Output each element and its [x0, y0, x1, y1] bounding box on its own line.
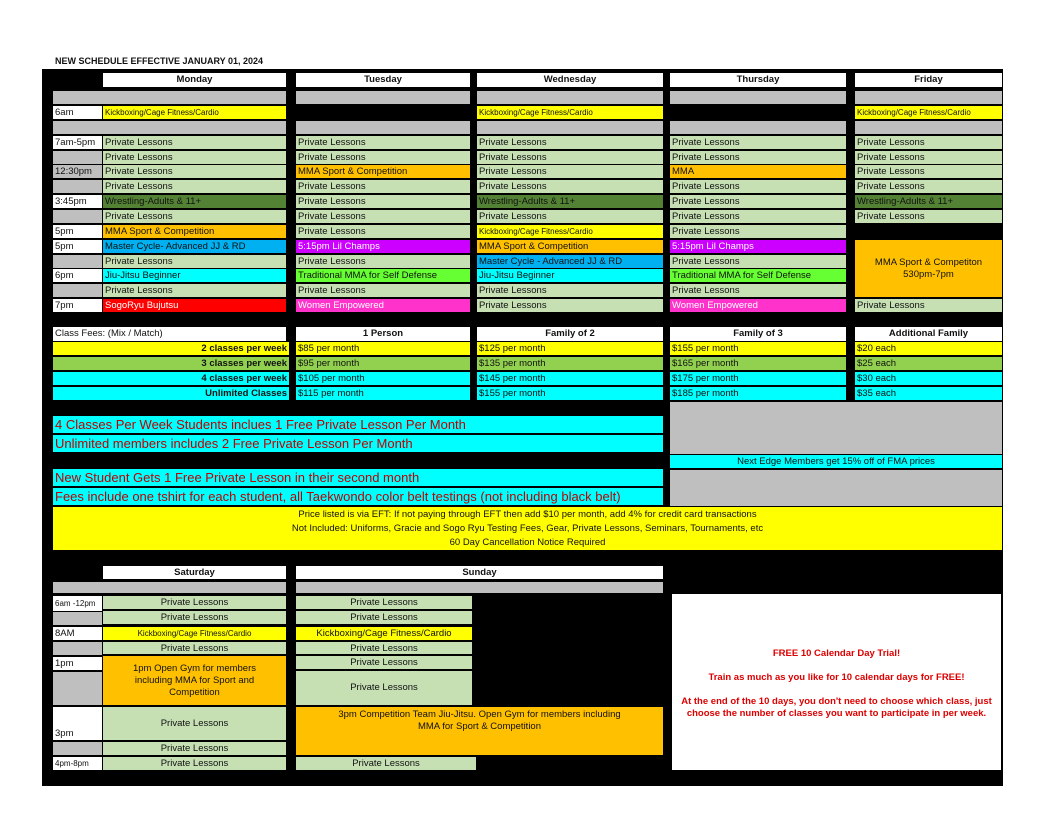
- class-cell: Private Lessons: [296, 195, 470, 208]
- class-cell: Private Lessons: [670, 136, 846, 149]
- gray-block: [670, 402, 1002, 454]
- class-cell: Private Lessons: [477, 151, 663, 164]
- fee-cell: $30 each: [855, 372, 1002, 385]
- class-cell: Private Lessons: [103, 165, 286, 178]
- promo-line: At the end of the 10 days, you don't need to choose which class, just choose the number of classes you want to participate in per week.: [681, 696, 992, 719]
- class-cell: Traditional MMA for Self Defense: [296, 269, 470, 282]
- class-cell: Private Lessons: [855, 165, 1002, 178]
- spacer-row: [53, 582, 286, 593]
- time-label: 4pm-8pm: [53, 757, 102, 770]
- fee-row-label: 4 classes per week: [53, 372, 289, 385]
- gray-block: [670, 470, 1002, 506]
- time-label: 12:30pm: [53, 165, 102, 178]
- class-cell: Private Lessons: [103, 151, 286, 164]
- time-label: [53, 255, 102, 268]
- header-wednesday: Wednesday: [477, 73, 663, 89]
- class-cell: Private Lessons: [296, 151, 470, 164]
- class-cell: Private Lessons: [103, 255, 286, 268]
- class-cell: Private Lessons: [103, 596, 286, 609]
- time-label: [53, 612, 102, 625]
- time-label: 5pm: [53, 225, 102, 238]
- class-cell: Master Cycle - Advanced JJ & RD: [477, 255, 663, 268]
- fee-row-label: 2 classes per week: [53, 342, 289, 355]
- class-cell: Private Lessons: [477, 299, 663, 312]
- time-label: 3pm: [53, 707, 102, 740]
- fee-cell: $165 per month: [670, 357, 846, 370]
- fee-cell: $185 per month: [670, 387, 846, 400]
- sun-open-gym: 3pm Competition Team Jiu-Jitsu. Open Gym for members including MMA for Sport & Competition: [296, 707, 663, 755]
- class-cell: Private Lessons: [670, 151, 846, 164]
- fee-cell: $135 per month: [477, 357, 663, 370]
- class-cell: Private Lessons: [103, 757, 286, 770]
- time-label: [53, 642, 102, 655]
- class-cell: Private Lessons: [477, 284, 663, 297]
- class-cell: Kickboxing/Cage Fitness/Cardio: [855, 106, 1002, 119]
- class-cell: Private Lessons: [296, 180, 470, 193]
- fee-cell: $155 per month: [477, 387, 663, 400]
- fees-header: Additional Family: [855, 327, 1002, 341]
- promo-line: Train as much as you like for 10 calendar days for FREE!: [708, 672, 965, 683]
- header-friday: Friday: [855, 73, 1002, 89]
- time-label: [53, 672, 102, 705]
- class-cell: Private Lessons: [103, 742, 286, 755]
- header-thursday: Thursday: [670, 73, 846, 89]
- spacer-row: [296, 582, 663, 593]
- fee-row-label: Unlimited Classes: [53, 387, 289, 400]
- cancel-note: 60 Day Cancellation Notice Required: [449, 537, 606, 548]
- class-cell: Jiu-Jitsu Beginner: [103, 269, 286, 282]
- note-line: Unlimited members includes 2 Free Private Lesson Per Month: [53, 435, 663, 452]
- class-cell: Private Lessons: [296, 656, 472, 669]
- class-cell: Private Lessons: [670, 284, 846, 297]
- fee-cell: $95 per month: [296, 357, 470, 370]
- fee-cell: $175 per month: [670, 372, 846, 385]
- fees-header: Family of 3: [670, 327, 846, 341]
- spacer-row: [53, 121, 286, 134]
- class-cell: Private Lessons: [855, 210, 1002, 223]
- not-included-note: Not Included: Uniforms, Gracie and Sogo Ryu Testing Fees, Gear, Private Lessons, Seminars, Tournaments, etc: [291, 523, 764, 534]
- time-label: 8AM: [53, 627, 102, 640]
- class-cell: Traditional MMA for Self Defense: [670, 269, 846, 282]
- class-cell: Kickboxing/Cage Fitness/Cardio: [103, 106, 286, 119]
- class-cell: Kickboxing/Cage Fitness/Cardio: [296, 627, 472, 640]
- class-cell: Private Lessons: [103, 707, 286, 740]
- class-cell: Kickboxing/Cage Fitness/Cardio: [103, 627, 286, 640]
- class-cell: Private Lessons: [296, 210, 470, 223]
- class-cell: MMA Sport & Competition: [296, 165, 470, 178]
- spacer-row: [855, 121, 1002, 134]
- class-cell: Kickboxing/Cage Fitness/Cardio: [477, 106, 663, 119]
- class-cell: Private Lessons: [296, 671, 472, 705]
- time-label: [53, 742, 102, 755]
- eft-note: Price listed is via EFT: If not paying through EFT then add $10 per month, add 4% for credit card transactions: [298, 509, 757, 520]
- spacer-row: [855, 91, 1002, 104]
- sat-open-gym: 1pm Open Gym for members including MMA for Sport and Competition: [103, 656, 286, 705]
- class-cell: Private Lessons: [103, 136, 286, 149]
- fee-cell: $115 per month: [296, 387, 470, 400]
- class-cell: Private Lessons: [296, 284, 470, 297]
- time-label: 6pm: [53, 269, 102, 282]
- class-cell: Private Lessons: [296, 255, 470, 268]
- fee-cell: $145 per month: [477, 372, 663, 385]
- class-cell: Private Lessons: [670, 225, 846, 238]
- fees-label: Class Fees: (Mix / Match): [53, 327, 286, 341]
- class-cell: 5:15pm Lil Champs: [670, 240, 846, 253]
- class-cell: MMA Sport & Competition: [477, 240, 663, 253]
- time-label: [53, 180, 102, 193]
- class-cell: Wrestling-Adults & 11+: [477, 195, 663, 208]
- time-label: [53, 284, 102, 297]
- class-cell: MMA Sport & Competition: [103, 225, 286, 238]
- class-cell: Private Lessons: [477, 210, 663, 223]
- class-cell: Private Lessons: [296, 757, 476, 770]
- fee-cell: $105 per month: [296, 372, 470, 385]
- class-cell: Private Lessons: [103, 210, 286, 223]
- fee-cell: $35 each: [855, 387, 1002, 400]
- time-label: 1pm: [53, 657, 102, 670]
- class-cell: Private Lessons: [103, 180, 286, 193]
- class-cell: Wrestling-Adults & 11+: [855, 195, 1002, 208]
- class-cell-fri-mma: MMA Sport & Competiton 530pm-7pm: [855, 240, 1002, 297]
- class-cell: Private Lessons: [670, 195, 846, 208]
- class-cell: SogoRyu Bujutsu: [103, 299, 286, 312]
- class-cell: Women Empowered: [296, 299, 470, 312]
- header-sunday: Sunday: [296, 566, 663, 581]
- pricing-info: [53, 507, 1002, 550]
- spacer-row: [670, 121, 846, 134]
- class-cell: Private Lessons: [670, 180, 846, 193]
- class-cell: MMA: [670, 165, 846, 178]
- promo-title: FREE 10 Calendar Day Trial!: [772, 648, 901, 659]
- class-cell: Private Lessons: [855, 151, 1002, 164]
- spacer-row: [477, 91, 663, 104]
- page-title: NEW SCHEDULE EFFECTIVE JANUARY 01, 2024: [55, 56, 264, 66]
- fees-header: 1 Person: [296, 327, 470, 341]
- time-label: [53, 151, 102, 164]
- spacer-row: [670, 91, 846, 104]
- note-line: 4 Classes Per Week Students inclues 1 Free Private Lesson Per Month: [53, 416, 663, 433]
- class-cell: Private Lessons: [477, 180, 663, 193]
- header-saturday: Saturday: [103, 566, 286, 581]
- fee-cell: $20 each: [855, 342, 1002, 355]
- edge-note: Next Edge Members get 15% off of FMA prices: [670, 455, 1002, 468]
- fee-cell: $125 per month: [477, 342, 663, 355]
- class-cell: Women Empowered: [670, 299, 846, 312]
- class-cell: Private Lessons: [296, 642, 472, 654]
- spacer-row: [53, 91, 286, 104]
- class-cell: Private Lessons: [670, 210, 846, 223]
- class-cell: Private Lessons: [103, 284, 286, 297]
- time-label: 5pm: [53, 240, 102, 253]
- class-cell: Private Lessons: [103, 642, 286, 654]
- spacer-row: [296, 121, 470, 134]
- spacer-row: [296, 91, 470, 104]
- time-label: 6am -12pm: [53, 596, 102, 611]
- fee-cell: $155 per month: [670, 342, 846, 355]
- class-cell: Private Lessons: [296, 611, 472, 624]
- time-label: [53, 210, 102, 223]
- time-label: 6am: [53, 106, 102, 119]
- fee-cell: $25 each: [855, 357, 1002, 370]
- class-cell: Private Lessons: [855, 299, 1002, 312]
- time-label: 3:45pm: [53, 195, 102, 208]
- fees-header: Family of 2: [477, 327, 663, 341]
- class-cell: Private Lessons: [855, 180, 1002, 193]
- class-cell: Private Lessons: [296, 136, 470, 149]
- class-cell: Wrestling-Adults & 11+: [103, 195, 286, 208]
- class-cell: Private Lessons: [855, 136, 1002, 149]
- header-tuesday: Tuesday: [296, 73, 470, 89]
- class-cell: Private Lessons: [477, 136, 663, 149]
- header-monday: Monday: [103, 73, 286, 89]
- free-trial-box: [672, 594, 1001, 770]
- spacer-row: [477, 121, 663, 134]
- class-cell: Private Lessons: [670, 255, 846, 268]
- class-cell: 5:15pm Lil Champs: [296, 240, 470, 253]
- time-label: 7am-5pm: [53, 136, 102, 149]
- class-cell: Kickboxing/Cage Fitness/Cardio: [477, 225, 663, 238]
- class-cell: Private Lessons: [296, 225, 470, 238]
- time-label: 7pm: [53, 299, 102, 312]
- class-cell: Private Lessons: [477, 165, 663, 178]
- class-cell: Jiu-Jitsu Beginner: [477, 269, 663, 282]
- class-cell: Private Lessons: [296, 596, 472, 609]
- class-cell: Master Cycle- Advanced JJ & RD: [103, 240, 286, 253]
- fee-row-label: 3 classes per week: [53, 357, 289, 370]
- note-line: New Student Gets 1 Free Private Lesson in their second month: [53, 469, 663, 486]
- class-cell: Private Lessons: [103, 611, 286, 624]
- fee-cell: $85 per month: [296, 342, 470, 355]
- note-line: Fees include one tshirt for each student, all Taekwondo color belt testings (not including black belt): [53, 488, 663, 505]
